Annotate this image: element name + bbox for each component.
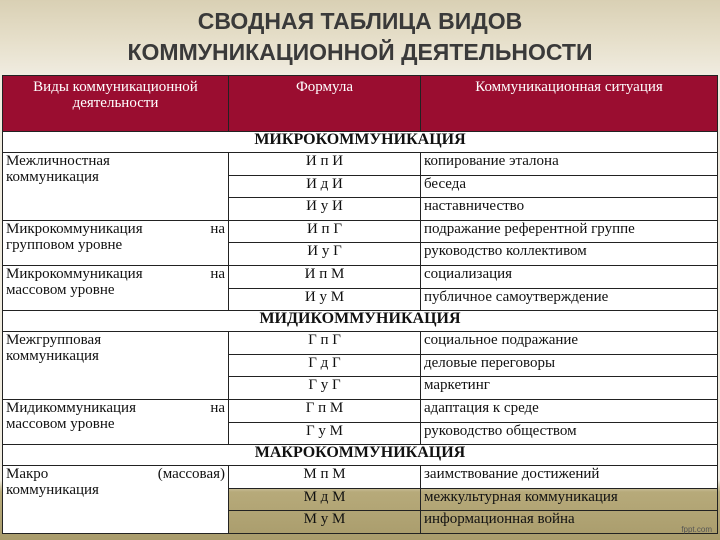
situation-cell: подражание референтной группе — [421, 220, 718, 243]
type-text: групповом уровне — [6, 236, 123, 253]
table-row — [3, 466, 718, 489]
formula-cell: И п М — [229, 265, 421, 288]
activity-type-cell — [3, 466, 229, 534]
type-text: Мидикоммуникация — [6, 399, 136, 416]
type-text: Межличностная — [6, 153, 110, 169]
formula-cell: И п Г — [229, 220, 421, 243]
type-text: массовом уровне — [6, 415, 115, 432]
formula-cell: М у М — [229, 511, 421, 534]
activity-type-cell — [3, 265, 229, 310]
formula-cell: Г д Г — [229, 354, 421, 377]
watermark: fppt.com — [681, 525, 712, 534]
situation-cell: социализация — [421, 265, 718, 288]
formula-cell: Г у М — [229, 422, 421, 445]
situation-cell: копирование эталона — [421, 153, 718, 176]
situation-cell: руководство коллективом — [421, 243, 718, 266]
activity-type-cell — [3, 153, 229, 221]
situation-cell: публичное самоутверждение — [421, 288, 718, 311]
situation-cell: адаптация к среде — [421, 399, 718, 422]
type-text: коммуникация — [6, 169, 99, 185]
activity-type-cell — [3, 220, 229, 265]
type-text: Межгрупповая — [6, 332, 102, 349]
formula-cell: И у И — [229, 198, 421, 221]
slide-title — [0, 6, 720, 68]
activity-type-cell — [3, 332, 229, 400]
section-row — [3, 311, 718, 332]
title-line-1: СВОДНАЯ ТАБЛИЦА ВИДОВ — [197, 8, 523, 34]
table-row — [3, 220, 718, 243]
formula-cell: И д И — [229, 175, 421, 198]
situation-cell: социальное подражание — [421, 332, 718, 355]
table-row — [3, 265, 718, 288]
situation-cell: межкультурная коммуникация — [421, 488, 718, 511]
type-text: коммуникация — [6, 482, 99, 499]
situation-cell: маркетинг — [421, 377, 718, 400]
header-types: Виды коммуникационной деятельности — [3, 76, 229, 132]
header-formula: Формула — [229, 76, 421, 132]
type-text: Макро — [6, 466, 49, 483]
situation-cell: наставничество — [421, 198, 718, 221]
title-line-2: КОММУНИКАЦИОННОЙ ДЕЯТЕЛЬНОСТИ — [127, 39, 593, 65]
type-text: Микрокоммуникация — [6, 220, 143, 237]
formula-cell: М д М — [229, 488, 421, 511]
situation-cell: заимствование достижений — [421, 466, 718, 489]
activity-type-cell — [3, 399, 229, 444]
type-text: на — [210, 399, 225, 416]
type-text: на — [210, 265, 225, 282]
situation-cell: беседа — [421, 175, 718, 198]
header-situation: Коммуникационная ситуация — [421, 76, 718, 132]
table-row — [3, 332, 718, 355]
section-row — [3, 445, 718, 466]
table-row — [3, 153, 718, 176]
section-title: МИДИКОММУНИКАЦИЯ — [3, 311, 718, 332]
formula-cell: Г у Г — [229, 377, 421, 400]
formula-cell: И у М — [229, 288, 421, 311]
formula-cell: И п И — [229, 153, 421, 176]
type-text: (массовая) — [157, 466, 225, 483]
formula-cell: Г п М — [229, 399, 421, 422]
formula-cell: Г п Г — [229, 332, 421, 355]
type-text: Микрокоммуникация — [6, 265, 143, 282]
type-text: коммуникация — [6, 348, 99, 365]
communication-table — [2, 75, 718, 534]
type-text: массовом уровне — [6, 281, 115, 298]
section-title: МАКРОКОММУНИКАЦИЯ — [3, 445, 718, 466]
formula-cell: М п М — [229, 466, 421, 489]
table-row — [3, 399, 718, 422]
situation-cell: информационная война — [421, 511, 718, 534]
type-text: на — [210, 220, 225, 237]
section-row — [3, 132, 718, 153]
section-title: МИКРОКОММУНИКАЦИЯ — [3, 132, 718, 153]
situation-cell: руководство обществом — [421, 422, 718, 445]
situation-cell: деловые переговоры — [421, 354, 718, 377]
formula-cell: И у Г — [229, 243, 421, 266]
